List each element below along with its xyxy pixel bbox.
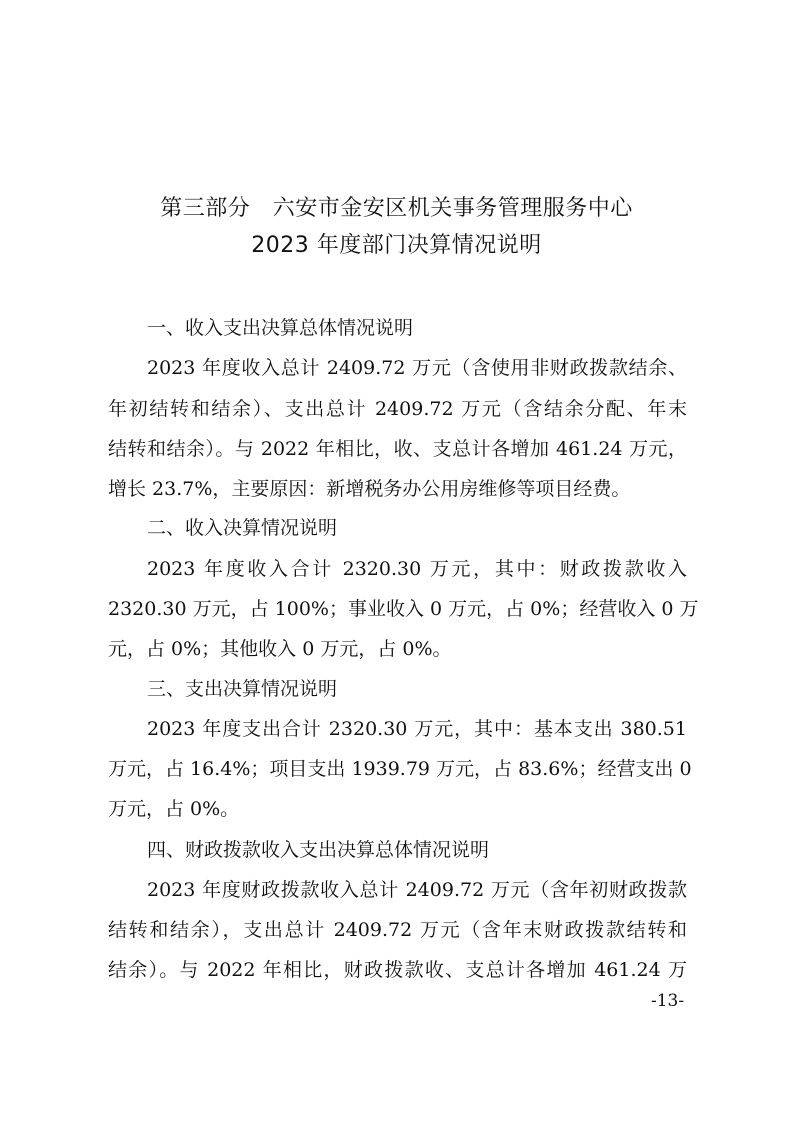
paragraph-line: 万元，占 0%。: [108, 798, 240, 820]
paragraph-line: 结转和结余），支出总计 2409.72 万元（含年末财政拨款结转和: [108, 919, 687, 941]
paragraph-line: 2023 年度支出合计 2320.30 万元，其中：基本支出 380.51: [147, 718, 687, 740]
paragraph-line: 2320.30 万元，占 100%；事业收入 0 万元，占 0%；经营收入 0 万: [108, 598, 699, 620]
paragraph-line: 2023 年度收入总计 2409.72 万元（含使用非财政拨款结余、: [147, 357, 687, 379]
paragraph-line: 年初结转和结余）、支出总计 2409.72 万元（含结余分配、年末: [108, 398, 687, 420]
page-title-line-2: 2023 年度部门决算情况说明: [251, 233, 542, 258]
section-heading: 四、财政拨款收入支出决算总体情况说明: [147, 839, 490, 861]
page-title-line-1: 第三部分 六安市金安区机关事务管理服务中心: [160, 196, 633, 221]
paragraph-line: 增长 23.7%，主要原因：新增税务办公用房维修等项目经费。: [108, 478, 631, 500]
paragraph-line: 万元，占 16.4%；项目支出 1939.79 万元，占 83.6%；经营支出 0: [108, 758, 692, 780]
paragraph-line: 2023 年度财政拨款收入总计 2409.72 万元（含年初财政拨款: [147, 879, 687, 901]
section-heading: 三、支出决算情况说明: [147, 678, 338, 700]
section-heading: 一、收入支出决算总体情况说明: [147, 317, 414, 339]
paragraph-line: 结转和结余）。与 2022 年相比，收、支总计各增加 461.24 万元，: [108, 438, 687, 460]
paragraph-line: 结余）。与 2022 年相比，财政拨款收、支总计各增加 461.24 万: [108, 959, 687, 981]
paragraph-line: 元，占 0%；其他收入 0 万元，占 0%。: [108, 638, 452, 660]
paragraph-line: 2023 年度收入合计 2320.30 万元，其中：财政拨款收入: [147, 558, 687, 580]
page-number: -13-: [651, 991, 685, 1011]
section-heading: 二、收入决算情况说明: [147, 517, 338, 539]
